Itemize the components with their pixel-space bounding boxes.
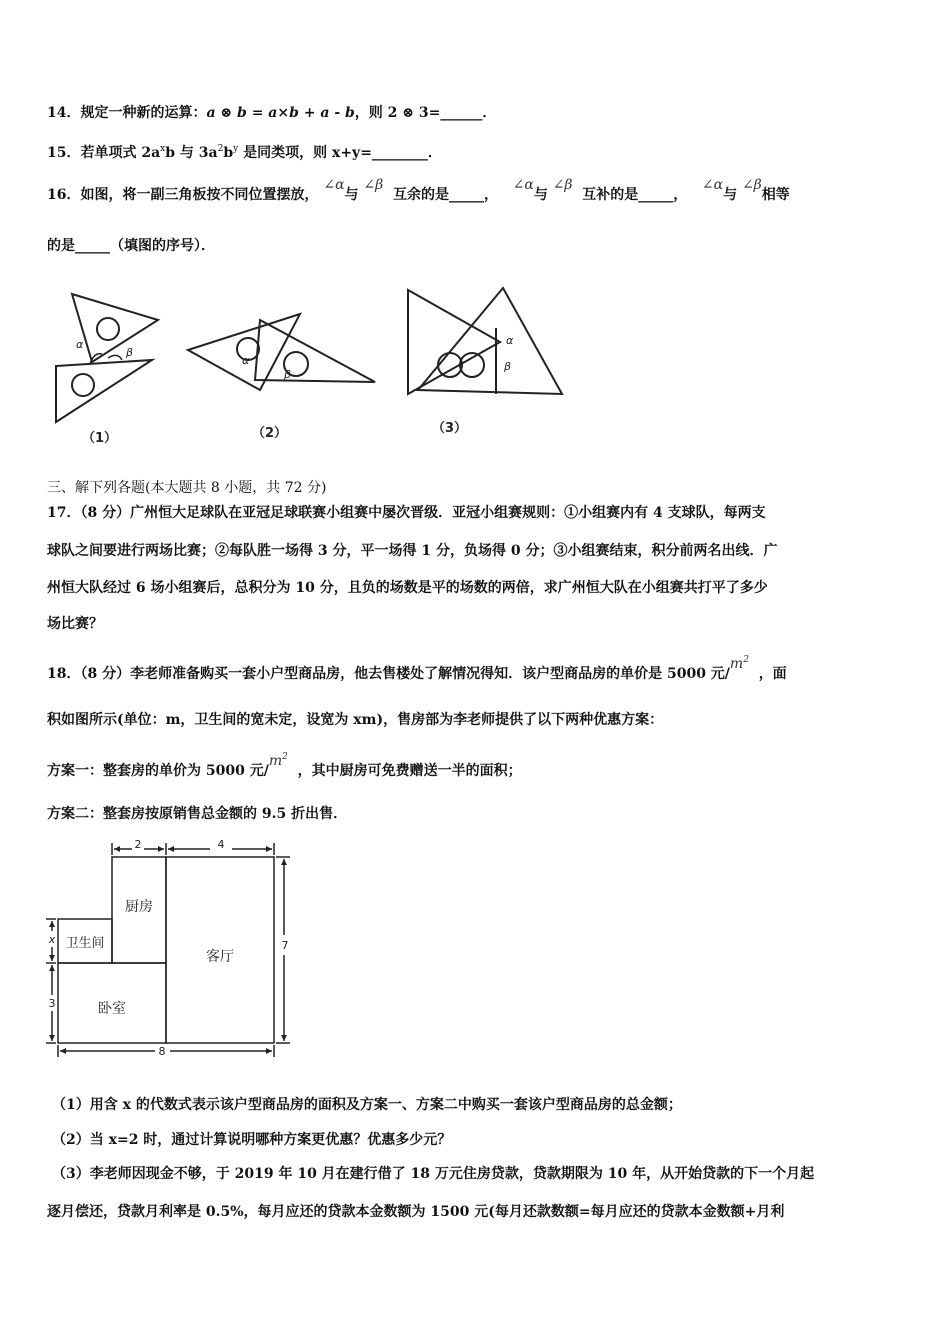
fig3-triangle-b — [418, 288, 562, 394]
question-17-line2: 球队之间要进行两场比赛；②每队胜一场得 3 分，平一场得 1 分，负场得 0 分；③小组赛结束，积分前两名出线．广 — [47, 543, 778, 559]
dim-right: 7 — [281, 939, 289, 952]
sub-question-3-line1: （3）李老师因现金不够，于 2019 年 10 月在建行借了 18 万元住房贷款，贷款期限为 10 年，从开始贷款的下一个月起 — [52, 1166, 815, 1182]
kitchen-label: 厨房 — [125, 899, 153, 915]
sub-question-2: （2）当 x=2 时，通过计算说明哪种方案更优惠？优惠多少元？ — [52, 1132, 452, 1148]
floor-plan — [40, 835, 310, 1065]
fig3-label: （3） — [432, 421, 468, 436]
fig3-alpha: α — [506, 334, 514, 347]
triangle-figures — [50, 282, 570, 452]
fig1-circle-top — [97, 318, 119, 340]
dim-left-x: x — [48, 933, 56, 946]
fig2-triangle-b — [255, 320, 375, 382]
question-15: 15．若单项式 $2a^xb$ 与 $3a^2b^y$ 是同类项，则 x+y=________． — [47, 144, 442, 161]
bathroom-label: 卫生间 — [65, 936, 105, 951]
fig1-beta: β — [126, 346, 134, 359]
question-17-line3: 州恒大队经过 6 场小组赛后，总积分为 10 分，且负的场数是平的场数的两倍，求广州恒大队在小组赛共打平了多少 — [47, 580, 768, 596]
sub-question-1: （1）用含 x 的代数式表示该户型商品房的面积及方案一、方案二中购买一套该户型商品房的总金额； — [52, 1097, 682, 1113]
question-16-line1: 16．如图，将一副三角板按不同位置摆放， ∠α与 ∠β 互余的是_____， ∠α与 ∠β 互补的是_____， ∠α与 ∠β相等 — [47, 177, 790, 203]
question-16-line2: 的是_____（填图的序号）． — [47, 238, 215, 254]
fig1-triangle-top — [72, 294, 158, 362]
fig1-label: （1） — [82, 431, 118, 446]
fig3-circle-b — [460, 353, 484, 377]
dim-top-right: 4 — [217, 838, 225, 851]
fig3-beta: β — [504, 360, 512, 373]
fig1-triangle-bottom — [56, 360, 152, 422]
q14-formula: a ⊗ b = a×b + a - b — [206, 105, 355, 121]
fig1-circle-bottom — [72, 374, 94, 396]
question-14: 14．规定一种新的运算：a ⊗ b = a×b + a - b，则 2 ⊗ 3=______． — [47, 105, 497, 121]
section-3-heading: 三、解下列各题(本大题共 8 小题，共 72 分) — [47, 480, 327, 496]
dim-left-3: 3 — [48, 997, 56, 1010]
dim-bottom: 8 — [158, 1045, 166, 1058]
living-label: 客厅 — [206, 949, 234, 965]
fig2-alpha: α — [242, 354, 250, 367]
question-17-line4: 场比赛？ — [47, 616, 103, 632]
fig2-label: （2） — [252, 426, 288, 441]
sub-question-3-line2: 逐月偿还，贷款月利率是 0.5%，每月应还的贷款本金数额为 1500 元(每月还款数额=每月应还的贷款本金数额+月利 — [47, 1204, 785, 1220]
question-18-line1: 18．（8 分）李老师准备购买一套小户型商品房，他去售楼处了解情况得知．该户型商品房的单价是 5000 元$/m^2$ ，面 — [47, 655, 787, 682]
bedroom-label: 卧室 — [98, 1001, 126, 1017]
plan-2: 方案二：整套房按原销售总金额的 9.5 折出售． — [47, 806, 348, 822]
dim-top-left: 2 — [134, 838, 142, 851]
question-18-line2: 积如图所示(单位：m，卫生间的宽未定，设宽为 xm)，售房部为李老师提供了以下两种优惠方案： — [47, 712, 664, 728]
plan-1: 方案一：整套房的单价为 5000 元$/m^2$ ，其中厨房可免费赠送一半的面积； — [47, 752, 522, 779]
fig1-alpha: α — [76, 338, 84, 351]
question-17-line1: 17．（8 分）广州恒大足球队在亚冠足球联赛小组赛中屡次晋级．亚冠小组赛规则：①小组赛内有 4 支球队，每两支 — [47, 505, 766, 521]
fig2-beta: β — [284, 368, 292, 381]
fig3-triangle-a — [408, 290, 500, 394]
